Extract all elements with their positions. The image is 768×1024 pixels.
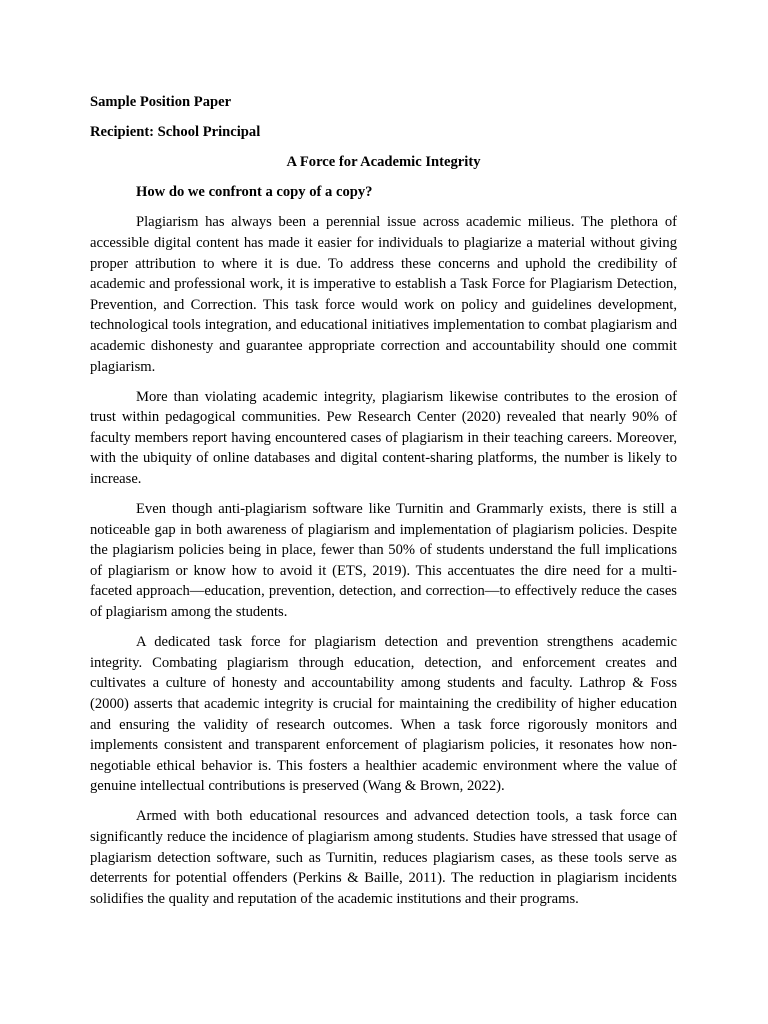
paragraph-introduction: Plagiarism has always been a perennial issue across academic milieus. The plethora of accessible digital content has made it easier for individuals to plagiarize a material without giving proper attribution to where it is due. To address these concerns and uphold the credibility of academic and professional work, it is imperative to establish a Task Force for Plagiarism Detection, Prevention, and Correction. This task force would work on policy and guidelines development, technological tools integration, and educational initiatives implementation to combat plagiarism and academic dishonesty and guarantee appropriate correction and accountability should one commit plagiarism. <box>90 214 677 375</box>
document-title: A Force for Academic Integrity <box>286 154 481 171</box>
document-body <box>90 92 677 919</box>
paragraph-awareness-gap: Even though anti-plagiarism software like Turnitin and Grammarly exists, there is still a noticeable gap in both awareness of plagiarism and implementation of plagiarism policies. Despite the plagiarism policies being in place, fewer than 50% of students understand the full implications of plagiarism or know how to avoid it (ETS, 2019). This accentuates the dire need for a multi-faceted approach—education, prevention, detection, and correction—to effectively reduce the cases of plagiarism among the students. <box>90 501 677 621</box>
paragraph-erosion-of-trust: More than violating academic integrity, plagiarism likewise contributes to the erosion of trust within pedagogical communities. Pew Research Center (2020) revealed that nearly 90% of faculty members report having encountered cases of plagiarism in their teaching careers. Moreover, with the ubiquity of online databases and digital content-sharing platforms, the number is likely to increase. <box>90 388 677 487</box>
paragraph-detection-tools: Armed with both educational resources and advanced detection tools, a task force can significantly reduce the incidence of plagiarism among students. Studies have stressed that usage of plagiarism detection software, such as Turnitin, reduces plagiarism cases, as these tools serve as deterrents for potential offenders (Perkins & Baille, 2011). The reduction in plagiarism incidents solidifies the quality and reputation of the academic institutions and their programs. <box>90 808 677 907</box>
document-label: Sample Position Paper <box>90 94 232 110</box>
recipient-line: Recipient: School Principal <box>90 124 261 141</box>
guiding-question: How do we confront a copy of a copy? <box>136 184 373 201</box>
paragraph-task-force-integrity: A dedicated task force for plagiarism detection and prevention strengthens academic integrity. Combating plagiarism through education, detection, and enforcement creates and cultivates a culture of honesty and accountability among students and faculty. Lathrop & Foss (2000) asserts that academic integrity is crucial for maintaining the credibility of higher education and ensuring the validity of research outcomes. When a task force rigorously monitors and implements consistent and transparent enforcement of plagiarism policies, it resonates how non-negotiable ethical behavior is. This fosters a healthier academic environment where the value of genuine intellectual contributions is preserved (Wang & Brown, 2022). <box>90 634 677 795</box>
